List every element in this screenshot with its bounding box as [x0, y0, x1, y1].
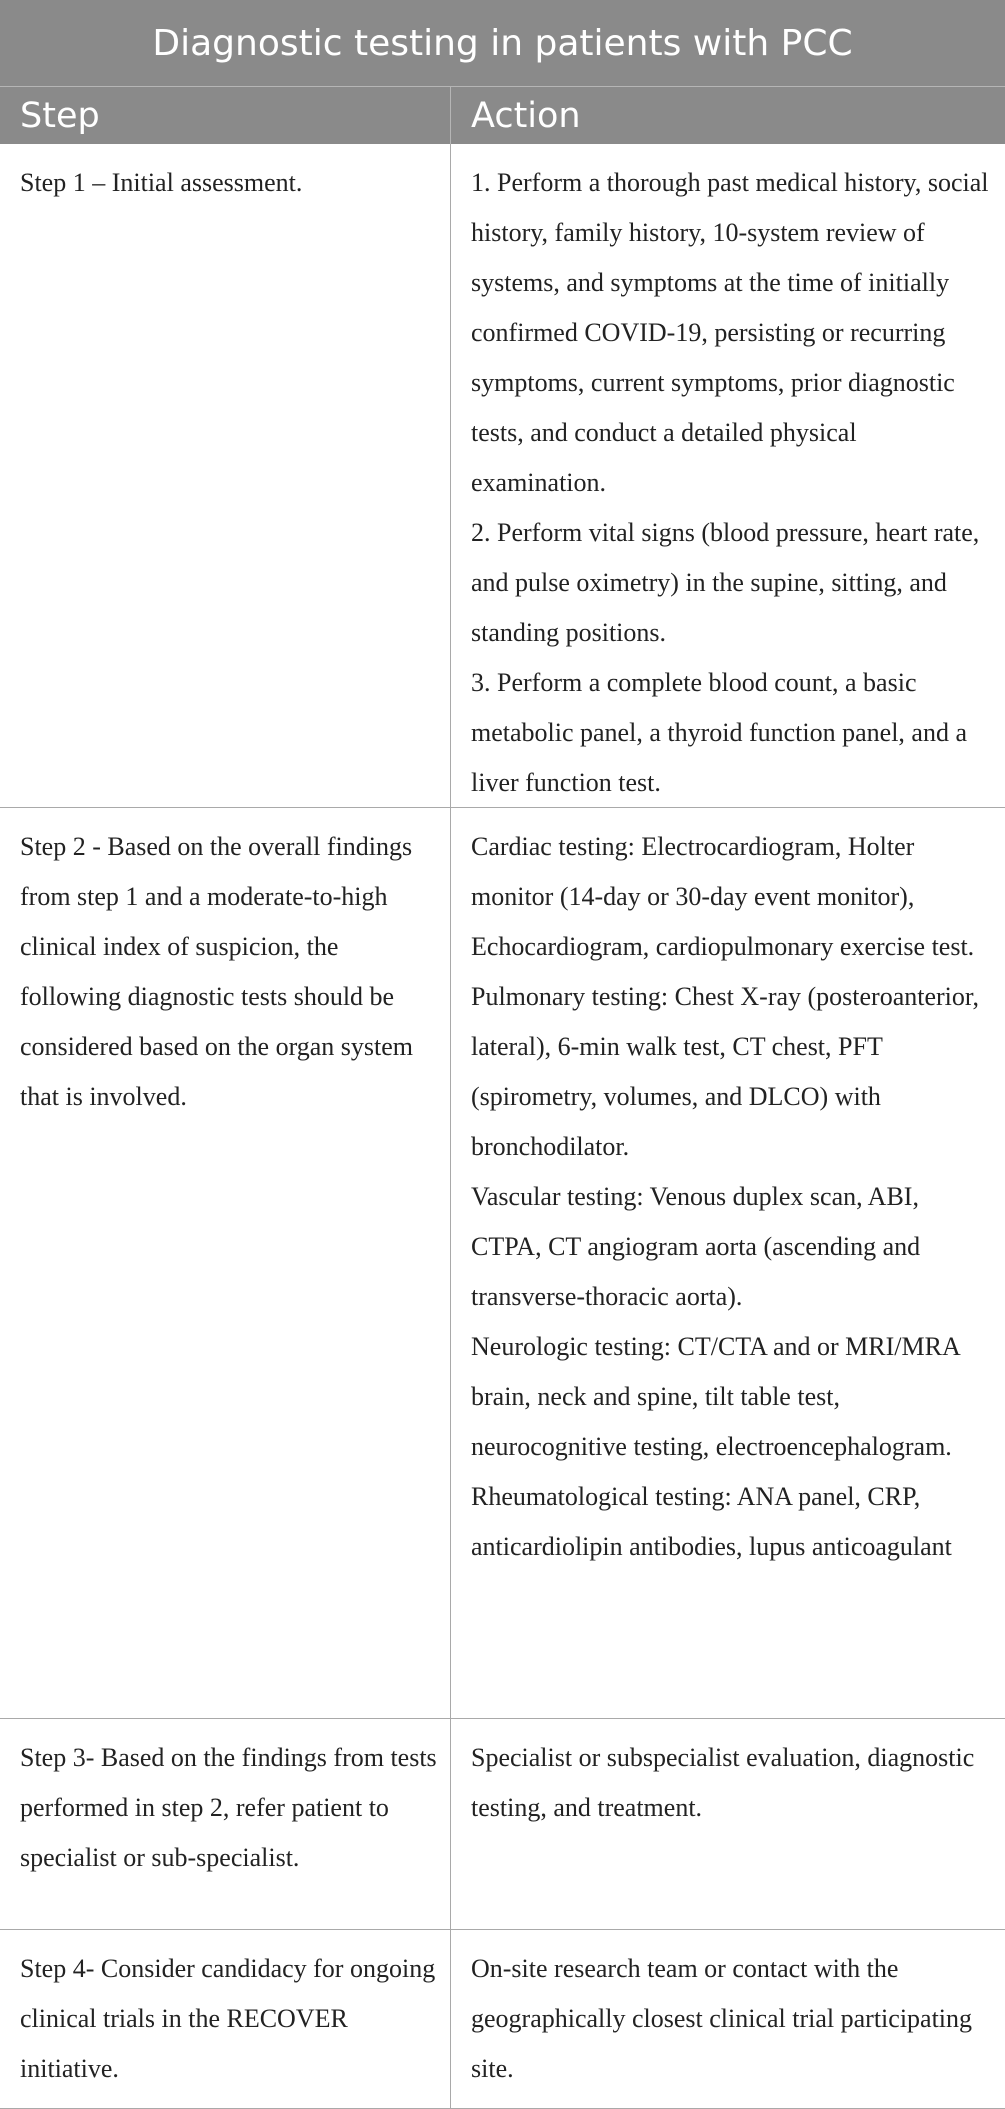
action-item: Pulmonary testing: Chest X-ray (posteroanterior, lateral), 6-min walk test, CT chest, PFT (spirometry, volumes, and DLCO) with bronchodilator. — [471, 982, 980, 1161]
table-title: Diagnostic testing in patients with PCC — [0, 0, 1005, 87]
action-item: Specialist or subspecialist evaluation, diagnostic testing, and treatment. — [471, 1743, 975, 1822]
column-header-step: Step — [0, 87, 451, 144]
table-row — [0, 144, 1005, 808]
step-cell: Step 2 - Based on the overall findings from step 1 and a moderate-to-high clinical index of suspicion, the following diagnostic tests should be considered based on the organ system that is involved. — [0, 808, 451, 1718]
table-row — [0, 1719, 1005, 1930]
action-cell — [451, 1930, 1005, 2108]
action-item: On-site research team or contact with the geographically closest clinical trial participating site. — [471, 1954, 973, 2083]
step-cell: Step 3- Based on the findings from tests performed in step 2, refer patient to specialist or sub-specialist. — [0, 1719, 451, 1929]
table-header-row — [0, 87, 1005, 144]
action-cell — [451, 1719, 1005, 1929]
action-cell — [451, 808, 1005, 1718]
action-cell — [451, 144, 1005, 807]
table-row — [0, 1930, 1005, 2109]
action-item: 2. Perform vital signs (blood pressure, heart rate, and pulse oximetry) in the supine, sitting, and standing positions. — [471, 518, 980, 647]
action-item: 1. Perform a thorough past medical history, social history, family history, 10-system review of systems, and symptoms at the time of initially confirmed COVID-19, persisting or recurring symptoms, current symptoms, prior diagnostic tests, and conduct a detailed physical examination. — [471, 168, 989, 497]
action-item: Cardiac testing: Electrocardiogram, Holter monitor (14-day or 30-day event monitor), Echocardiogram, cardiopulmonary exercise test. — [471, 832, 975, 961]
column-header-action: Action — [471, 95, 581, 136]
action-item: 3. Perform a complete blood count, a basic metabolic panel, a thyroid function panel, and a liver function test. — [471, 668, 967, 797]
action-item: Rheumatological testing: ANA panel, CRP, anticardiolipin antibodies, lupus anticoagulant — [471, 1482, 952, 1561]
table-row — [0, 808, 1005, 1719]
action-item: Vascular testing: Venous duplex scan, ABI, CTPA, CT angiogram aorta (ascending and transverse-thoracic aorta). — [471, 1182, 921, 1311]
step-cell: Step 4- Consider candidacy for ongoing clinical trials in the RECOVER initiative. — [0, 1930, 451, 2108]
step-cell: Step 1 – Initial assessment. — [0, 144, 451, 807]
action-item: Neurologic testing: CT/CTA and or MRI/MRA brain, neck and spine, tilt table test, neurocognitive testing, electroencephalogram. — [471, 1332, 960, 1461]
